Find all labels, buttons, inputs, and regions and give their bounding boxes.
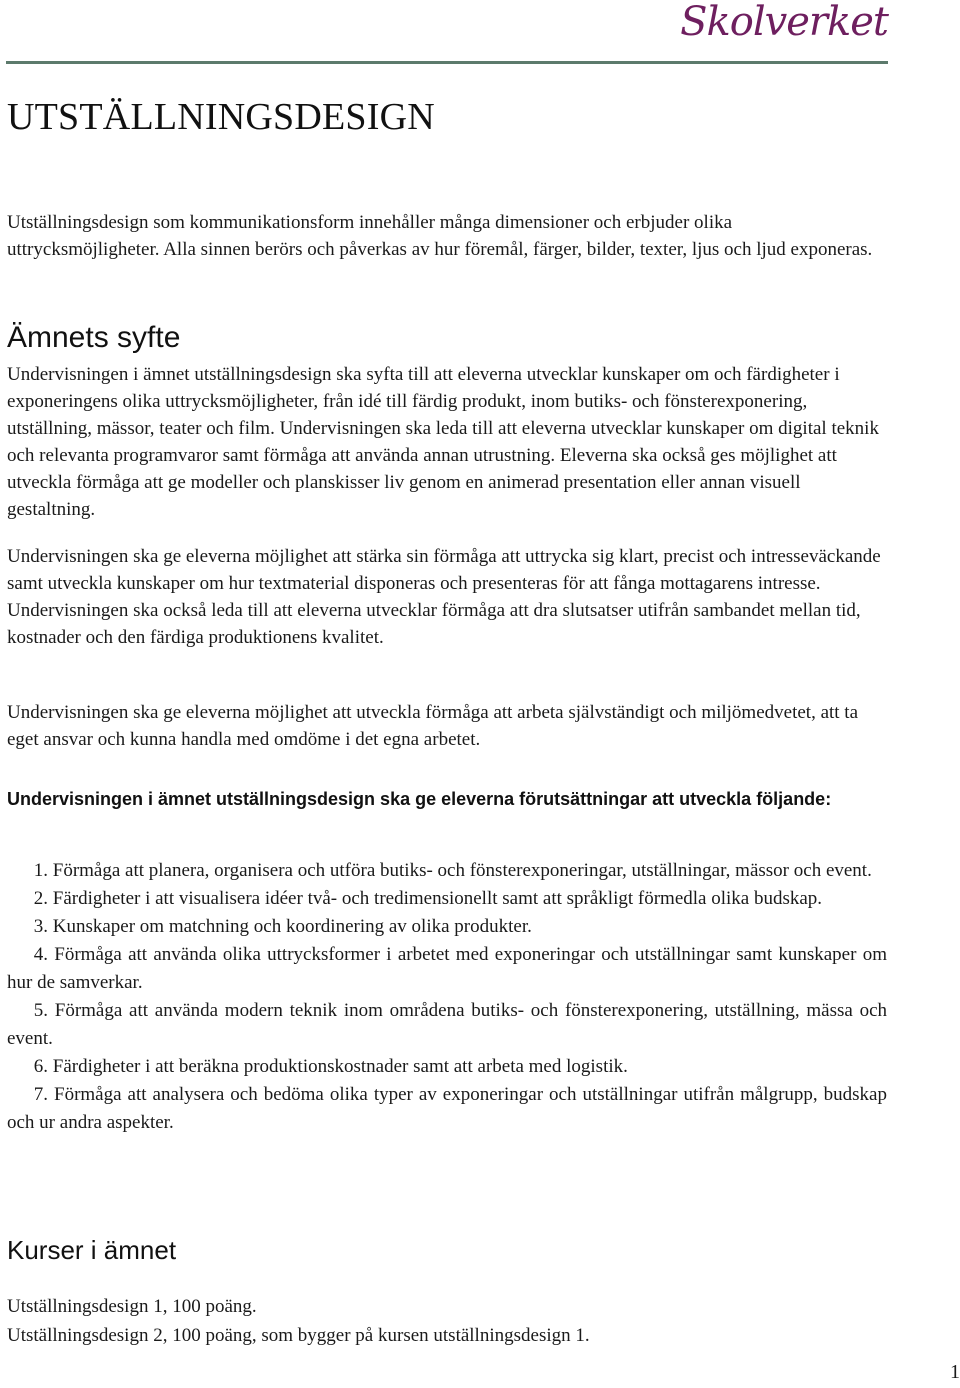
course-item: Utställningsdesign 1, 100 poäng. — [7, 1296, 257, 1317]
goals-intro: Undervisningen i ämnet utställningsdesign ska ge eleverna förutsättningar att utveckla följande: — [7, 789, 832, 809]
section-heading-kurser: Kurser i ämnet — [7, 1235, 177, 1265]
goal-number: 7. — [33, 1084, 48, 1105]
goal-text: Färdigheter i att visualisera idéer två- och tredimensionellt samt att språkligt förmedla olika budskap. — [52, 888, 823, 909]
goal-number: 4. — [33, 944, 48, 965]
goal-number: 3. — [33, 916, 48, 937]
goal-item — [7, 885, 887, 913]
goal-text: Förmåga att planera, organisera och utföra butiks- och fönsterexponeringar, utställningar, mässor och event. — [52, 860, 872, 881]
syfte-paragraph-2: Undervisningen ska ge eleverna möjlighet att stärka sin förmåga att uttrycka sig klart, precist och intresseväckande samt utveckla kunskaper om hur textmaterial disponeras och presenteras för att fånga mottagarens intresse. Undervisningen ska också leda till att eleverna utvecklar förmåga att dra slutsatser utifrån sambandet mellan tid, kostnader och den färdiga produktionens kvalitet. — [7, 546, 881, 648]
goal-number: 2. — [33, 888, 48, 909]
goal-item — [7, 1081, 887, 1137]
document-title: UTSTÄLLNINGSDESIGN — [7, 96, 435, 138]
section-heading-syfte: Ämnets syfte — [7, 321, 181, 354]
goal-number: 5. — [33, 1000, 48, 1021]
goal-text: Förmåga att använda modern teknik inom områdena butiks- och fönsterexponering, utställning, mässa och event. — [7, 1000, 888, 1049]
goal-text: Förmåga att använda olika uttrycksformer i arbetet med exponeringar och utställningar samt kunskaper om hur de samverkar. — [7, 944, 887, 993]
goal-item — [7, 941, 887, 997]
goals-list — [7, 857, 887, 1137]
goal-text: Färdigheter i att beräkna produktionskostnader samt att arbeta med logistik. — [52, 1056, 628, 1077]
syfte-paragraph-1: Undervisningen i ämnet utställningsdesign ska syfta till att eleverna utvecklar kunskaper om och färdigheter i exponeringens olika uttrycksmöjligheter, från idé till färdig produkt, inom butiks- och fönsterexponering, utställning, mässor, teater och film. Undervisningen ska leda till att eleverna utvecklar kunskaper om digital teknik och relevanta programvaror samt förmåga att använda annan utrustning. Eleverna ska också ges möjlighet att utveckla förmåga att ge modeller och planskisser liv genom en animerad presentation eller annan visuell gestaltning. — [7, 364, 879, 520]
goal-text: Förmåga att analysera och bedöma olika typer av exponeringar och utställningar utifrån målgrupp, budskap och ur andra aspekter. — [7, 1084, 887, 1133]
course-item: Utställningsdesign 2, 100 poäng, som bygger på kursen utställningsdesign 1. — [7, 1325, 590, 1346]
goal-item — [7, 857, 887, 885]
intro-paragraph: Utställningsdesign som kommunikationsform innehåller många dimensioner och erbjuder olika uttrycksmöjligheter. Alla sinnen berörs och påverkas av hur föremål, färger, bilder, texter, ljus och ljud exponeras. — [7, 212, 873, 260]
goal-item — [7, 997, 887, 1053]
skolverket-logo: Skolverket — [680, 0, 888, 45]
goal-item — [7, 1053, 887, 1081]
syfte-paragraph-3: Undervisningen ska ge eleverna möjlighet att utveckla förmåga att arbeta självständigt och miljömedvetet, att ta eget ansvar och kunna handla med omdöme i det egna arbetet. — [7, 702, 859, 750]
goal-number: 1. — [33, 860, 48, 881]
course-list — [7, 1292, 887, 1350]
header-rule — [6, 61, 888, 64]
goal-number: 6. — [33, 1056, 48, 1077]
goal-item — [7, 913, 887, 941]
goal-text: Kunskaper om matchning och koordinering av olika produkter. — [52, 916, 532, 937]
page-number: 1 — [950, 1361, 960, 1383]
